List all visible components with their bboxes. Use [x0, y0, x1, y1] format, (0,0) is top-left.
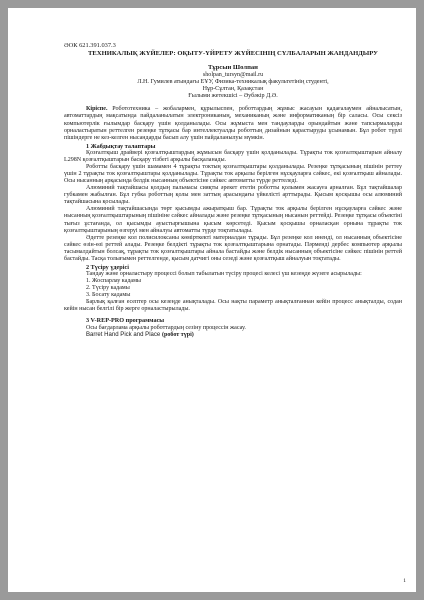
section-3-heading: 3 V-REP-PRO программасы	[86, 317, 165, 325]
section-1-paragraph: Роботты басқару үшін шамамен 4 тұрақты токтың қозғалтқыштары қолданылады. Резеңке тұтқасының пішінін реттеу үшін 2 тұрақты ток қозғалтқыштары қолданылады. Тұрақты ток арқылы берілген нұсқауларға сәйкес, екі қозғалтқыш айналады. Осы нысанның арқасында белдік нысанның объектісіне сәйкес автоматты түрде реттеледі.	[64, 164, 402, 185]
intro-text: Робототехника – жобалармен, құрылыспен, роботтардың жұмыс жасауын қадағалаумен айналысатын, автоматтардың мақсатында пайдаланылатын электрониканың, механиканың және информатиканың бір саласы. Осы сексіз компьютерлік ғылымдар басқару үшін қолданылады. Осы жұмыста мен тандауларды орындайтын және тапсырмаларды орналастыратын реттелген резеңке тұтқасы бар интеллектуалды роботтың дизайнын қарастыруды ұсынамын. Бұл робот түрлі пішіндерге не кез-келген нысандарды басып алу үшін пайдаланылуы мүмкін.	[64, 106, 402, 141]
section-1-paragraph: Әдетте резеңке кол полисилоксаны көмірткекті материалдан тұрады. Бұл резеңке кол иненді, ол нысанның объектісіне сәйкес өзін-өзі реттей алады. Резеңке белдікті тұрақты ток қозғалтқыштарына орнатады. Пәрменді дербес компьютер арқылы тасымалдайтын болсақ, тұрақты ток қозғалтқыштары айнала бастайды және белдік нысанның объектісіне сәйкес пішінін реттей бастайды. Тасқа толығымен реттелгенде, қысым датчигі оны сезеді және қозғалтқыш айналуын тоқтатады.	[64, 234, 402, 262]
section-2-heading: 2 Түсіру үдерісі	[86, 263, 129, 271]
paper-title: ТЕХНИКАЛЫҚ ЖҮЙЕЛЕР: ОҚЫТУ-ҮЙРЕТУ ЖҮЙЕСІНІҢ СҮЛБАЛАРЫН ЖАНДАНДЫРУ	[88, 50, 378, 57]
udc-code: ӘОК 621.391.037.3	[64, 42, 116, 49]
author-affiliation: Л.Н. Гумилев атындағы ЕҰУ, Физика-техникалық факультетінің студенті,	[137, 78, 329, 85]
intro-paragraph	[64, 106, 402, 141]
section-1-paragraph: Алюминий тақтайшасы қолдың пальмасы сияқты әрекет ететін роботты қолымен жасауға арналған. Бұл тақтайшалар губкамен жабылған. Бұл губка роботтың қолы мен заттың арасындағы үйкелісті арттырады. Қысым қосқышы осы алюминий тақтайшасына қосылады.	[64, 185, 402, 206]
section-3-line: Осы бағдарлама арқылы роботтардың сезіну процессін жасау.	[86, 324, 246, 331]
section-1-paragraph: Қозғалтқыш драйвері қозғалтқыштардың жұмысын басқару үшін қолданылады. Тұрақты ток қозғалтқыштарын айналу L298N қозғалтқыштарын басқару тізбегі арқылы басқаланады.	[64, 150, 402, 164]
list-item: 1. Жоспарлау кадамы	[86, 278, 141, 285]
list-item: 2. Түсіру кадамы	[86, 285, 130, 292]
supervisor: Ғылыми жетекшісі – Әубәкір Д.Ә.	[188, 93, 278, 100]
robot-type-name: Barret Hand Pick and Place	[86, 331, 161, 338]
robot-type-line	[86, 332, 402, 339]
section-2-intro: Тандау және орналастыру процессі болып табылатын түсіру процесі келесі үш кезеңде жүзеге асырылады:	[86, 271, 362, 278]
section-2-outro: Барлық қалған есептер осы кезеңде анықталады. Осы нақты параметр анықталғаннан кейін процесс анықталды, содан кейін нысан белгілі бір жерге орналастырылады.	[64, 299, 402, 313]
author-name: Тұрсын Шолпан	[208, 63, 258, 71]
section-1-paragraph: Алюминий тақтайшасында төрт қысымды ажыратқыш бар. Тұрақты ток арқылы берілген нұсқауларға сәйкес және нысанның қозғалтқыштарының пішініне сәйкес айналады және резеңке тұтқасының нысанын реттейді. Резеңке тұтқасы объектіні тығыз ұстағанда, ол қысымды ауыстырғышына қысым көрсетеді. Қысым қосқышы орналасқан орнына тұрақты ток қозғалтқыштарының өзгеруі мен айналуы автоматты түрде тоқтатылады.	[64, 206, 402, 234]
author-city: Нұр-Сұлтан, Қазақстан	[202, 86, 264, 92]
steps-list	[86, 278, 402, 299]
document-page	[8, 8, 416, 592]
robot-type-label: (робот түрі)	[161, 331, 194, 338]
section-1-heading: 1 Жабдықтау талаптары	[86, 142, 156, 150]
author-email[interactable]: sholpan_tursyn@mail.ru	[202, 71, 264, 78]
intro-keyword: Кіріспе.	[86, 106, 108, 113]
list-item: 3. Босату кадамы	[86, 292, 131, 299]
page-number: 1	[403, 578, 406, 584]
